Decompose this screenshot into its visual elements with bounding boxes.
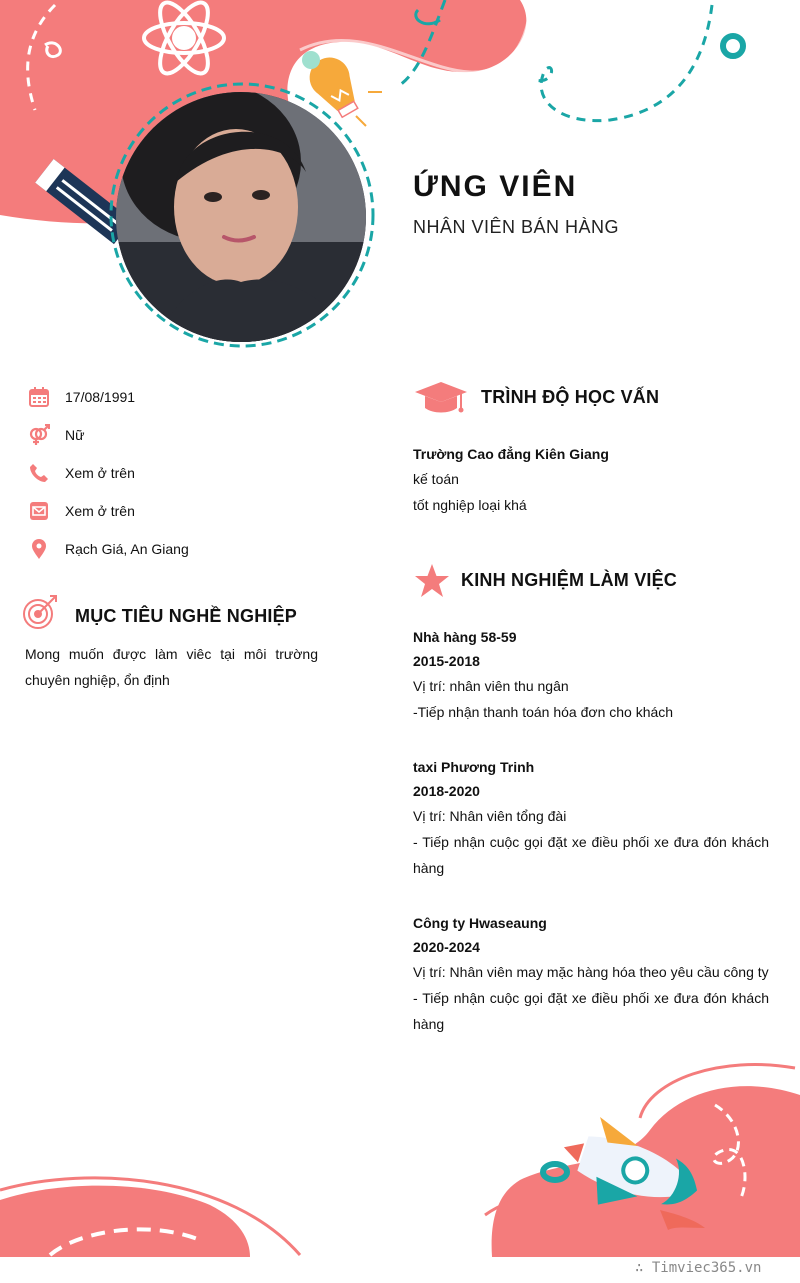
experience-title: KINH NGHIỆM LÀM VIỆC <box>461 570 678 590</box>
target-icon <box>22 594 60 632</box>
contact-birthdate <box>28 385 135 409</box>
job-company: Nhà hàng 58-59 <box>413 629 517 645</box>
footer-brand: ∴ Timviec365.vn <box>635 1260 762 1276</box>
job-company: Công ty Hwaseaung <box>413 915 547 931</box>
bulb-base-dot <box>302 51 320 69</box>
gender-icon <box>28 424 50 446</box>
gender-value: Nữ <box>65 427 85 443</box>
objective-title: MỤC TIÊU NGHỀ NGHIỆP <box>75 606 298 626</box>
phone-value: Xem ở trên <box>65 465 135 481</box>
job-company: taxi Phương Trinh <box>413 759 535 775</box>
birthdate-value: 17/08/1991 <box>65 389 136 405</box>
job-position: Vị trí: Nhân viên tổng đài <box>413 808 567 824</box>
header-decoration <box>0 0 800 360</box>
job-description: -Tiếp nhận thanh toán hóa đơn cho khách <box>413 704 674 720</box>
address-value: Rạch Giá, An Giang <box>65 541 189 557</box>
location-pin-icon <box>28 538 50 560</box>
job-description: - Tiếp nhận cuộc gọi đặt xe điều phối xe đưa đón khách hàng <box>413 834 769 876</box>
teal-ring <box>723 36 743 56</box>
objective-text: Mong muốn được làm viêc tại môi trường chuyên nghiệp, ổn định <box>25 646 318 688</box>
job-title: NHÂN VIÊN BÁN HÀNG <box>413 217 620 237</box>
job-period: 2018-2020 <box>413 783 480 799</box>
dashed-path-right <box>535 5 712 121</box>
contact-gender <box>28 423 84 447</box>
education-school: Trường Cao đẳng Kiên Giang <box>413 446 609 462</box>
avatar <box>116 92 366 342</box>
contact-email <box>28 499 135 523</box>
avatar-photo <box>116 92 366 342</box>
education-note: tốt nghiệp loại khá <box>413 497 527 513</box>
job-position: Vị trí: nhân viên thu ngân <box>413 678 569 694</box>
job-period: 2020-2024 <box>413 939 480 955</box>
email-icon <box>28 500 50 522</box>
star-icon <box>414 563 450 599</box>
education-title: TRÌNH ĐỘ HỌC VẤN <box>481 387 660 407</box>
email-value: Xem ở trên <box>65 503 135 519</box>
phone-icon <box>28 462 50 484</box>
education-major: kế toán <box>413 471 459 487</box>
calendar-icon <box>28 386 50 408</box>
job-period: 2015-2018 <box>413 653 480 669</box>
candidate-name: ỨNG VIÊN <box>413 170 578 203</box>
job-position: Vị trí: Nhân viên may mặc hàng hóa theo yêu cầu công ty <box>413 964 769 980</box>
contact-address <box>28 537 189 561</box>
graduation-cap-icon <box>413 380 469 416</box>
job-description: - Tiếp nhận cuộc gọi đặt xe điều phối xe đưa đón khách hàng <box>413 990 769 1032</box>
contact-phone <box>28 461 135 485</box>
footer-decoration <box>0 1050 800 1260</box>
